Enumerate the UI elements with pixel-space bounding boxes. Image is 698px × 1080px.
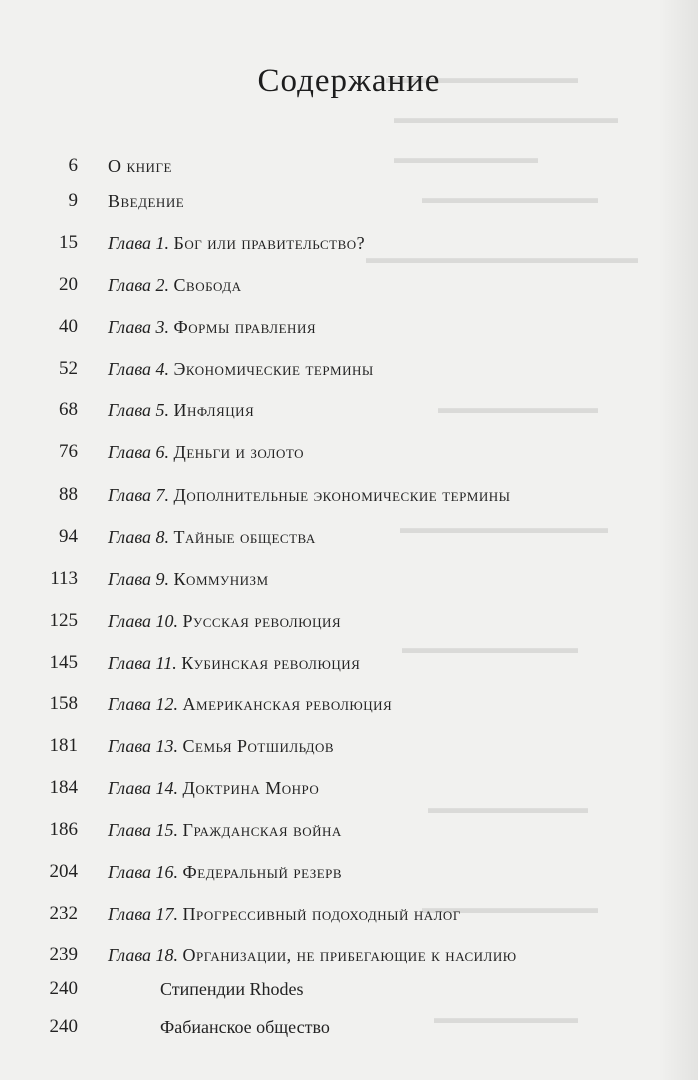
toc-entry-text	[108, 650, 360, 676]
toc-chapter-label: Глава 9.	[108, 569, 170, 589]
toc-page-number: 240	[49, 1016, 78, 1037]
toc-entry-title: Доктрина Монро	[182, 778, 320, 798]
toc-entry-text	[108, 901, 461, 927]
toc-entry-title: Коммунизм	[173, 569, 269, 589]
toc-chapter-label: Глава 8.	[108, 527, 170, 547]
toc-chapter-label: Глава 2.	[108, 275, 170, 295]
toc-entry-text	[108, 153, 172, 179]
toc-entry-title: Введение	[108, 191, 185, 211]
toc-entry-title: Русская революция	[182, 611, 342, 631]
toc-page-number: 20	[59, 274, 78, 295]
toc-entry-title: Федеральный резерв	[182, 862, 343, 882]
toc-entry-text	[108, 775, 319, 801]
toc-page-number: 88	[59, 484, 78, 505]
toc-entry-text	[108, 817, 342, 843]
toc-entry-title: Бог или правительство?	[173, 233, 366, 253]
toc-entry-text	[108, 230, 365, 256]
toc-page-number: 94	[59, 526, 78, 547]
toc-entry-text	[108, 566, 269, 592]
toc-chapter-label: Глава 1.	[108, 233, 170, 253]
toc-page-number: 52	[59, 358, 78, 379]
toc-page-number: 145	[49, 652, 78, 673]
toc-page-number: 239	[49, 944, 78, 965]
toc-chapter-label: Глава 17.	[108, 904, 179, 924]
page-title: Содержание	[257, 63, 441, 99]
toc-chapter-label: Глава 4.	[108, 359, 170, 379]
toc-entry-text	[160, 1014, 330, 1040]
toc-page-number: 15	[59, 232, 78, 253]
toc-entry-text	[108, 482, 510, 508]
toc-page-number: 125	[49, 610, 78, 631]
toc-chapter-label: Глава 14.	[108, 778, 179, 798]
toc-entry-title: Свобода	[173, 275, 242, 295]
toc-entry-title: Тайные общества	[173, 527, 316, 547]
toc-entry-text	[108, 272, 241, 298]
page-fold-shadow	[658, 0, 698, 1080]
toc-entry-title: Гражданская война	[182, 820, 342, 840]
toc-page-number: 113	[50, 568, 78, 589]
toc-entry-text	[108, 439, 304, 465]
toc-entry-text	[108, 691, 392, 717]
toc-entry-title: Деньги и золото	[173, 442, 305, 462]
toc-entry-title: Инфляция	[173, 400, 255, 420]
toc-chapter-label: Глава 18.	[108, 945, 179, 965]
toc-page-number: 68	[59, 399, 78, 420]
toc-entry-text	[108, 188, 184, 214]
toc-chapter-label: Глава 13.	[108, 736, 179, 756]
toc-entry-title: Кубинская революция	[181, 653, 361, 673]
toc-page-number: 184	[49, 777, 78, 798]
toc-chapter-label: Глава 6.	[108, 442, 170, 462]
toc-chapter-label: Глава 10.	[108, 611, 179, 631]
toc-entry-text	[108, 397, 254, 423]
toc-entry-text	[108, 608, 341, 634]
toc-chapter-label: Глава 5.	[108, 400, 170, 420]
toc-entry-text	[108, 942, 517, 968]
toc-entry-text	[160, 976, 303, 1002]
toc-page-number: 232	[49, 903, 78, 924]
toc-entry-text	[108, 356, 374, 382]
toc-entry-title: Американская революция	[182, 694, 393, 714]
toc-chapter-label: Глава 3.	[108, 317, 170, 337]
toc-entry-title: О книге	[108, 156, 172, 176]
toc-page-number: 204	[49, 861, 78, 882]
toc-entry-text	[108, 524, 316, 550]
toc-entry-text	[108, 733, 334, 759]
toc-entry-title: Дополнительные экономические термины	[173, 485, 511, 505]
toc-page-number: 40	[59, 316, 78, 337]
toc-entry-title: Экономические термины	[173, 359, 374, 379]
toc-entry-title: Организации, не прибегающие к насилию	[182, 945, 517, 965]
toc-entry-title: Стипендии Rhodes	[160, 979, 304, 999]
toc-entry-title: Фабианское общество	[160, 1017, 330, 1037]
toc-page-number: 76	[59, 441, 78, 462]
toc-chapter-label: Глава 7.	[108, 485, 170, 505]
toc-chapter-label: Глава 12.	[108, 694, 179, 714]
toc-page-number: 186	[49, 819, 78, 840]
toc-chapter-label: Глава 16.	[108, 862, 179, 882]
toc-chapter-label: Глава 11.	[108, 653, 177, 673]
toc-page-number: 6	[68, 155, 78, 176]
toc-entry-text	[108, 859, 342, 885]
toc-page-number: 240	[49, 978, 78, 999]
toc-entry-title: Прогрессивный подоходный налог	[182, 904, 461, 924]
toc-page-number: 158	[49, 693, 78, 714]
toc-entry-title: Семья Ротшильдов	[182, 736, 335, 756]
toc-chapter-label: Глава 15.	[108, 820, 179, 840]
toc-entry-title: Формы правления	[173, 317, 317, 337]
toc-page-number: 9	[68, 190, 78, 211]
toc-page-number: 181	[49, 735, 78, 756]
bleed-through-text: ▬▬▬▬▬▬▬▬▬▬▬▬ ▬▬▬▬▬▬▬▬▬▬▬▬▬▬ ▬▬▬▬▬▬▬▬▬ ▬▬▬▬▬▬▬▬▬▬▬ ▬▬▬▬▬▬▬▬▬▬▬▬▬▬▬▬▬ ▬▬▬▬▬▬▬▬▬▬ ▬▬▬▬▬▬▬▬▬▬▬▬▬ ▬▬▬▬▬▬▬▬▬▬▬ ▬▬▬▬▬▬▬▬▬▬ ▬▬▬▬▬▬▬▬▬▬▬ ▬▬▬▬▬▬▬▬▬	[366, 70, 638, 1027]
toc-entry-text	[108, 314, 316, 340]
